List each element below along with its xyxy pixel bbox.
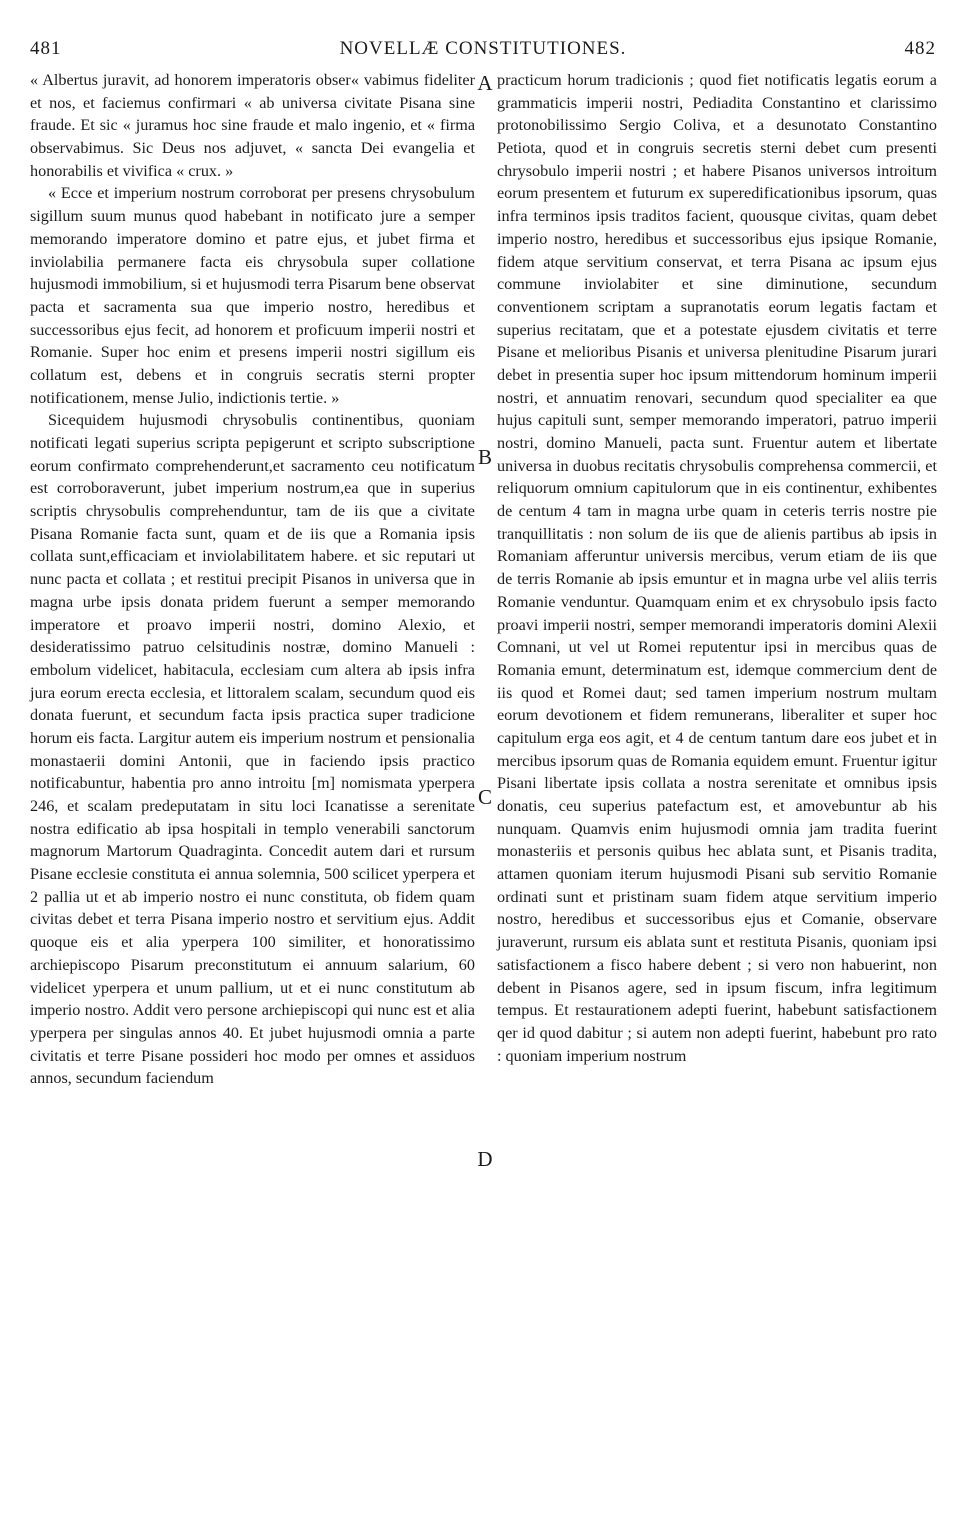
right-column — [497, 69, 937, 1067]
paragraph: « Ecce et imperium nostrum corroborat per presens chrysobulum sigillum suum munus quod habebant in notificato jure a semper memorando imperatore domino et patre ejus, et jubet firma et inviolabilia permanere facta eis chrysobula super collatione hujusmodi immobilium, si et hujusmodi terra Pisarum bene observat pacta et sacramenta sua que imperio nostro, heredibus et successoribus ejus fecit, ad honorem et proficuum imperii nostri et Romanie. Super hoc enim et presens imperii nostri sigillum eis collatum est, debens et in congruis secratis sterni propter notificationem, mense Julio, indictionis tertie. » — [30, 184, 475, 407]
running-title: NOVELLÆ CONSTITUTIONES. — [339, 38, 627, 59]
gutter-letter-a: A — [477, 71, 493, 95]
gutter-letter-b: B — [477, 445, 492, 469]
gutter-letter-c: C — [477, 785, 492, 809]
paragraph: « Albertus juravit, ad honorem imperatoris obser« vabimus fideliter et nos, et faciemus confirmari « ab universa civitate Pisana sine fraude. Et sic « juramus hoc sine fraude et malo ingenio, et « firma observabimus. Sic Deus nos adjuvet, « sancta Dei evangelia et honorabilis et vivifica « crux. » — [30, 71, 475, 180]
paragraph: Sicequidem hujusmodi chrysobulis continentibus, quoniam notificati legati superius scripta pepigerunt et scripto subscriptione eorum confirmato comprehenderunt,et sacramento ceu notificatum est corroboraverunt, jubet imperium nostrum,ea que in superius scriptis chrysobulis comprehenduntur, tam de iis que a civitate Pisana Romanie facta sunt, quam et de iis que a Romania ipsis collata sunt,efficaciam et inviolabilitatem habere. et sic reputari ut nunc pacta et collata ; et restitui precipit Pisanos in universa que in magna urbe ipsis donata pridem fuerunt a semper memorando imperatore et proavo imperii nostri, domino Alexio, et desideratissimo patruo celsitudinis nostræ, domino Manueli : embolum videlicet, habitacula, ecclesiam cum altera ab ipsis infra jura eorum erecta ecclesia, et littoralem scalam, secundum quod eis donata fuerunt, et secundum facta ipsis practica super tradicione horum eis facta. Largitur autem eis imperium nostrum et pensionalia monastaerii domini Antonii, que in faciendo ipsis practico notificabuntur, habentia pro anno introitu [m] nomismata yperpera 246, et scalam predeputatam in situ loci Icanatisse a serenitate nostra edificatio ab ipsa hospitali in templo venerabili sanctorum magnorum Martorum Quadraginta. Concedit autem dari et rursum Pisane ecclesie constituta ei annua solemnia, 500 scilicet yperpera et 2 pallia ut et ab imperio nostro ei nunc constituta, ob fidem quam civitas debet et terra Pisana imperio nostro et servitium ejus. Addit quoque eis et alia yperpera 100 similiter, et honoratissimo archiepiscopo Pisarum preconstitutum ei annuum salarium, 60 videlicet yperpera et unum pallium, ut et ei nunc constitutum ab imperio nostro. Addit vero persone archiepiscopi qui nunc est et alia yperpera per singulas annos 40. Et jubet hujusmodi omnia a parte civitatis et terre Pisane possideri hoc modo per omnes et assiduos annos, secundum faciendum — [30, 411, 475, 1088]
paragraph: practicum horum tradicionis ; quod fiet notificatis legatis eorum a grammaticis imperii nostri, Pediadita Constantino et clarissimo protonobilissimo Sergio Coliva, et a desunotato Constantino Petiota, quod et in congruis secretis sterni debet cum presenti chrysobulo imperii nostri ; et habere Pisanos universos introitum eorum presentem et futurum ex superedificationibus ipsorum, quas infra terminos ipsis traditos facient, quousque civitas, quam debet imperio nostro, heredibus et successoribus ejus ipsique Romanie, fidem atque servitium conservat, et terra Pisana ac ipsum ejus commune inviolabiter et sine diminutione, secundum conventionem scriptam a supranotatis eorum legatis factam et superius recitatam, que et a potestate ejusdem civitatis et terre Pisane et melioribus Pisanis et universa plenitudine Pisarum jurari debet in presentia super hoc ipsum mittendorum hominum imperii nostri, et annuatim renovari, secundum quod specialiter ea que hujus capituli sunt, semper memorando imperatori, patruo imperii nostri, domino Manueli, pacta sunt. Fruentur autem et libertate universa in duobus recitatis chrysobulis comprehensa commercii, et reliquorum omnium capitulorum que in eis continentur, exhibentes de centum 4 tam in magna urbe quam in ceteris terris nostre pie tranquillitatis : non solum de iis que de alienis partibus ab ipsis in Romaniam afferuntur universis mercibus, verum etiam de iis que de terris Romanie ab ipsis emuntur et in magna urbe vel aliis terris Romanie venduntur. Quamquam enim et ex chrysobulo ipsis facto proavi imperii nostri, semper memorandi imperatoris domini Alexii Comnani, ut vel ut Romei reputentur ipsi in mercibus quas de Romania emunt, determinatum est, idemque commercium dent de iis quod et Romei daut; sed tamen imperium nostrum multam eorum devotionem et fidem remunerans, liberaliter et super hoc capitulum erga eos agit, et 4 de centum tantum dare eos jubet et in mercibus ipsorum quas de Romania equidem emunt. Fruentur igitur Pisani libertate ipsis collata a nostra serenitate et omnibus ipsis donatis, ceu superius patefactum est, et amovebuntur ab his nunquam. Quamvis enim hujusmodi omnia jam tradita fuerint monasteriis et personis quibus hec ablata sunt, et Pisanis tradita, attamen quoniam iterum hujusmodi Pisani sub servitio Romanie ordinati sunt et pristinam suam fidem atque servitium imperio nostro, heredibus et successoribus ejus et Comanie, observare juraverunt, rursum eis ablata sunt et restituta Pisanis, quoniam ipsi satisfactionem a fisco habere debent ; si vero non habuerint, non debent in Pisanos agere, sed in ipsum fiscum, infra legitimum tempus. Et restaurationem adepti fuerint, habebunt satisfactionem qer id quod dabitur ; si autem non adepti fuerint, habebunt pro rato : quoniam imperium nostrum — [497, 71, 937, 1065]
running-head — [30, 38, 936, 62]
gutter-letter-d: D — [477, 1147, 493, 1171]
left-column — [30, 69, 475, 1090]
page-number-right: 482 — [904, 38, 936, 59]
page-number-left: 481 — [30, 38, 62, 59]
